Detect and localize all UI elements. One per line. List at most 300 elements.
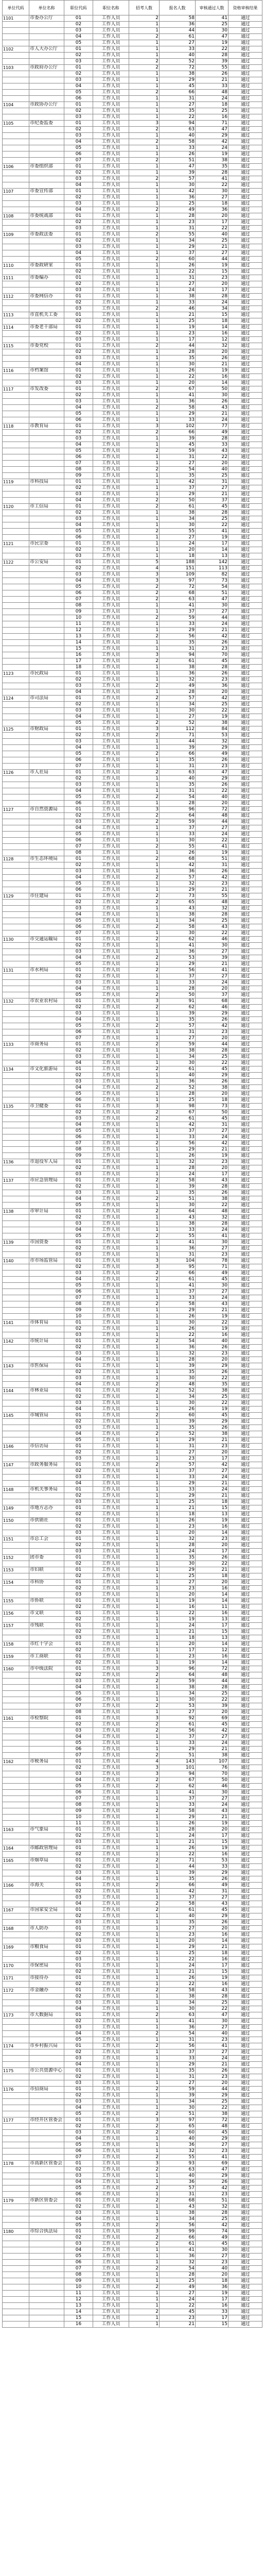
table-cell xyxy=(3,2210,29,2216)
table-cell: 01 xyxy=(64,1042,93,1048)
table-cell xyxy=(29,603,64,609)
table-cell: 1151 xyxy=(3,1536,29,1543)
table-cell: 19 xyxy=(160,1598,196,1604)
table-cell xyxy=(3,2247,29,2253)
table-cell: 35 xyxy=(160,1920,196,1926)
table-cell xyxy=(29,257,64,263)
table-cell xyxy=(29,201,64,207)
table-cell xyxy=(3,788,29,794)
table-cell: 市水利局 xyxy=(29,968,64,974)
table-cell: 通过 xyxy=(228,1648,262,1654)
table-cell: 工作人员 xyxy=(93,757,129,764)
table-cell: 工作人员 xyxy=(93,961,129,968)
table-cell: 33 xyxy=(160,145,196,151)
table-cell: 03 xyxy=(64,355,93,362)
table-cell: 2 xyxy=(129,1196,160,1202)
table-cell: 96 xyxy=(160,807,196,813)
table-cell: 29 xyxy=(196,133,228,139)
table-row xyxy=(3,1771,262,1777)
table-row xyxy=(3,2192,262,2198)
table-cell xyxy=(3,2062,29,2068)
table-row xyxy=(3,609,262,615)
table-cell: 1 xyxy=(129,665,160,671)
table-cell: 工作人员 xyxy=(93,1209,129,1215)
table-cell: 17 xyxy=(196,1549,228,1555)
table-cell: 通过 xyxy=(228,1709,262,1716)
table-cell xyxy=(3,1029,29,1036)
table-cell: 25 xyxy=(196,2099,228,2105)
table-cell xyxy=(29,665,64,671)
table-cell: 通过 xyxy=(228,1227,262,1233)
table-cell: 2 xyxy=(129,257,160,263)
table-cell: 通过 xyxy=(228,287,262,294)
table-cell: 通过 xyxy=(228,269,262,275)
table-row xyxy=(3,417,262,423)
table-cell xyxy=(29,621,64,628)
table-cell: 06 xyxy=(64,2192,93,2198)
table-cell: 1 xyxy=(129,226,160,232)
table-cell: 1 xyxy=(129,393,160,399)
table-cell: 62 xyxy=(160,1784,196,1790)
table-cell: 2 xyxy=(129,1023,160,1029)
table-cell xyxy=(29,1128,64,1134)
table-cell: 1145 xyxy=(3,1413,29,1419)
table-cell: 工作人员 xyxy=(93,621,129,628)
table-cell xyxy=(29,875,64,881)
table-cell: 工作人员 xyxy=(93,924,129,930)
table-cell: 05 xyxy=(64,1091,93,1097)
table-cell: 工作人员 xyxy=(93,114,129,121)
table-cell: 1 xyxy=(129,1815,160,1821)
table-cell xyxy=(29,547,64,553)
table-cell: 通过 xyxy=(228,1406,262,1413)
table-cell: 市人大办公厅 xyxy=(29,46,64,53)
table-cell: 通过 xyxy=(228,702,262,708)
table-cell xyxy=(29,2179,64,2185)
table-cell: 1 xyxy=(129,603,160,609)
table-cell xyxy=(29,1709,64,1716)
table-cell: 84 xyxy=(196,726,228,733)
table-cell: 20 xyxy=(196,349,228,355)
table-cell: 1 xyxy=(129,1512,160,1518)
table-cell xyxy=(29,2315,64,2321)
table-cell: 工作人员 xyxy=(93,1641,129,1648)
table-cell xyxy=(29,374,64,380)
table-row xyxy=(3,1505,262,1512)
table-cell xyxy=(3,454,29,461)
table-cell: 1 xyxy=(129,930,160,937)
table-cell: 15 xyxy=(196,2321,228,2328)
table-cell xyxy=(29,1295,64,1301)
table-cell: 03 xyxy=(64,337,93,343)
table-cell: 02 xyxy=(64,1951,93,1957)
table-cell: 02 xyxy=(64,900,93,906)
table-cell: 05 xyxy=(64,881,93,887)
table-cell: 57 xyxy=(160,696,196,702)
table-cell: 1 xyxy=(129,1406,160,1413)
table-cell: 工作人员 xyxy=(93,1815,129,1821)
table-row xyxy=(3,2173,262,2179)
table-cell: 41 xyxy=(196,2043,228,2049)
table-cell: 通过 xyxy=(228,1833,262,1839)
table-cell: 通过 xyxy=(228,1747,262,1753)
table-cell xyxy=(29,974,64,980)
table-cell: 02 xyxy=(64,281,93,287)
table-cell xyxy=(3,1660,29,1666)
table-cell: 37 xyxy=(160,1289,196,1295)
table-cell: 29 xyxy=(160,77,196,83)
table-cell: 29 xyxy=(196,1363,228,1369)
table-cell: 通过 xyxy=(228,442,262,448)
table-cell xyxy=(29,448,64,454)
table-cell: 2 xyxy=(129,1270,160,1277)
table-cell: 工作人员 xyxy=(93,1301,129,1308)
table-cell: 通过 xyxy=(228,343,262,349)
table-cell: 工作人员 xyxy=(93,1518,129,1524)
table-cell xyxy=(29,1697,64,1703)
table-cell: 工作人员 xyxy=(93,733,129,739)
table-cell: 04 xyxy=(64,825,93,832)
table-cell: 1 xyxy=(129,1994,160,2000)
table-cell xyxy=(3,2185,29,2192)
table-cell: 03 xyxy=(64,553,93,560)
table-cell: 27 xyxy=(160,40,196,46)
table-cell xyxy=(3,2037,29,2043)
table-cell: 14 xyxy=(196,1592,228,1598)
table-cell: 1119 xyxy=(3,479,29,485)
table-cell: 1142 xyxy=(3,1338,29,1345)
table-cell xyxy=(29,1314,64,1320)
table-cell: 3 xyxy=(129,1104,160,1110)
table-cell: 市委网信办 xyxy=(29,294,64,300)
table-row xyxy=(3,1227,262,1233)
table-cell: 2 xyxy=(129,900,160,906)
table-cell: 2 xyxy=(129,2223,160,2229)
table-cell: 通过 xyxy=(228,640,262,646)
table-cell xyxy=(29,1790,64,1796)
table-cell: 1 xyxy=(129,1456,160,1462)
table-cell: 26 xyxy=(160,1326,196,1332)
table-cell xyxy=(3,2124,29,2130)
table-cell xyxy=(29,1369,64,1376)
table-cell: 01 xyxy=(64,325,93,331)
table-cell xyxy=(29,1512,64,1518)
table-cell: 工作人员 xyxy=(93,430,129,436)
table-cell: 01 xyxy=(64,1104,93,1110)
table-cell: 通过 xyxy=(228,801,262,807)
table-cell: 30 xyxy=(160,522,196,529)
table-cell: 工作人员 xyxy=(93,1369,129,1376)
table-row xyxy=(3,1487,262,1493)
table-cell xyxy=(29,1252,64,1258)
table-cell: 03 xyxy=(64,176,93,182)
table-cell: 1112 xyxy=(3,294,29,300)
table-cell xyxy=(29,1808,64,1815)
table-cell: 2 xyxy=(129,1141,160,1147)
table-cell: 工作人员 xyxy=(93,1283,129,1289)
table-cell: 27 xyxy=(160,1036,196,1042)
table-cell: 工作人员 xyxy=(93,504,129,510)
table-cell: 26 xyxy=(196,1190,228,1196)
table-cell xyxy=(3,522,29,529)
table-cell xyxy=(3,1283,29,1289)
table-cell: 32 xyxy=(196,906,228,912)
table-cell: 工作人员 xyxy=(93,1530,129,1536)
table-cell: 工作人员 xyxy=(93,1679,129,1685)
table-cell: 1 xyxy=(129,1827,160,1833)
table-cell: 通过 xyxy=(228,1895,262,1901)
table-cell: 2 xyxy=(129,751,160,757)
table-cell: 23 xyxy=(196,2260,228,2266)
table-cell: 02 xyxy=(64,393,93,399)
table-cell: 05 xyxy=(64,1202,93,1209)
table-cell: 工作人员 xyxy=(93,584,129,590)
table-cell: 02 xyxy=(64,1468,93,1475)
table-cell: 通过 xyxy=(228,1017,262,1023)
table-row xyxy=(3,2266,262,2272)
table-cell: 3 xyxy=(129,1716,160,1722)
table-cell: 38 xyxy=(160,294,196,300)
table-cell: 02 xyxy=(64,2074,93,2080)
table-cell: 工作人员 xyxy=(93,1944,129,1951)
table-cell: 30 xyxy=(160,182,196,189)
table-cell: 01 xyxy=(64,807,93,813)
table-cell xyxy=(3,1264,29,1270)
table-cell xyxy=(29,2247,64,2253)
table-cell: 工作人员 xyxy=(93,71,129,77)
table-cell: 31 xyxy=(160,1252,196,1258)
table-cell: 通过 xyxy=(228,1845,262,1852)
table-row xyxy=(3,1258,262,1264)
table-cell: 26 xyxy=(160,1975,196,1981)
table-cell: 工作人员 xyxy=(93,46,129,53)
table-cell: 40 xyxy=(160,1073,196,1079)
table-cell xyxy=(3,733,29,739)
table-cell: 30 xyxy=(160,1697,196,1703)
table-cell: 28 xyxy=(196,294,228,300)
table-cell: 通过 xyxy=(228,912,262,918)
table-cell: 05 xyxy=(64,145,93,151)
table-cell: 14 xyxy=(196,380,228,386)
table-cell: 通过 xyxy=(228,1110,262,1116)
table-row xyxy=(3,1691,262,1697)
table-cell xyxy=(3,1184,29,1190)
table-cell: 01 xyxy=(64,937,93,943)
table-cell: 17 xyxy=(196,541,228,547)
table-cell: 01 xyxy=(64,164,93,170)
table-cell: 61 xyxy=(160,1907,196,1913)
table-cell: 20 xyxy=(196,1580,228,1586)
table-cell: 25 xyxy=(160,318,196,325)
table-row xyxy=(3,71,262,77)
table-cell xyxy=(3,1425,29,1431)
table-row xyxy=(3,887,262,893)
table-cell: 1 xyxy=(129,1487,160,1493)
table-cell: 37 xyxy=(160,1468,196,1475)
table-cell: 02 xyxy=(64,1048,93,1054)
table-cell xyxy=(29,745,64,751)
table-cell xyxy=(3,1512,29,1518)
table-row xyxy=(3,2062,262,2068)
table-cell: 1148 xyxy=(3,1487,29,1493)
table-cell: 通过 xyxy=(228,250,262,257)
table-cell: 04 xyxy=(64,498,93,504)
table-cell: 2 xyxy=(129,1005,160,1011)
table-cell: 29 xyxy=(196,1011,228,1017)
table-cell: 3 xyxy=(129,807,160,813)
table-cell: 通过 xyxy=(228,65,262,71)
table-cell: 57 xyxy=(160,176,196,182)
table-cell: 工作人员 xyxy=(93,393,129,399)
table-cell: 通过 xyxy=(228,28,262,34)
table-row xyxy=(3,726,262,733)
table-cell xyxy=(3,1091,29,1097)
table-row xyxy=(3,2025,262,2031)
table-cell: 1 xyxy=(129,1221,160,1227)
table-cell: 14 xyxy=(196,1641,228,1648)
table-cell: 工作人员 xyxy=(93,1437,129,1444)
table-cell: 2 xyxy=(129,1988,160,1994)
table-cell: 17 xyxy=(196,1172,228,1178)
table-cell: 1 xyxy=(129,1357,160,1363)
table-cell: 47 xyxy=(196,2012,228,2019)
table-row xyxy=(3,1159,262,1165)
table-cell: 1 xyxy=(129,1073,160,1079)
table-cell: 41 xyxy=(160,1790,196,1796)
table-cell: 1 xyxy=(129,739,160,745)
table-cell: 20 xyxy=(160,1592,196,1598)
table-cell: 1 xyxy=(129,96,160,102)
table-cell: 工作人员 xyxy=(93,1617,129,1623)
table-cell: 通过 xyxy=(228,1530,262,1536)
table-cell: 02 xyxy=(64,2167,93,2173)
table-cell: 2 xyxy=(129,584,160,590)
table-cell: 04 xyxy=(64,1196,93,1202)
table-cell: 16 xyxy=(196,1524,228,1530)
table-row xyxy=(3,287,262,294)
table-row xyxy=(3,1901,262,1907)
table-cell: 1 xyxy=(129,164,160,170)
table-cell xyxy=(29,584,64,590)
table-cell: 03 xyxy=(64,114,93,121)
table-cell: 通过 xyxy=(228,1611,262,1617)
table-cell: 工作人员 xyxy=(93,287,129,294)
table-cell: 53 xyxy=(160,1703,196,1709)
table-cell: 04 xyxy=(64,522,93,529)
table-cell: 30 xyxy=(160,2105,196,2111)
table-row xyxy=(3,53,262,59)
table-cell: 1180 xyxy=(3,2229,29,2235)
table-cell: 市人防办 xyxy=(29,1926,64,1932)
table-cell xyxy=(29,1308,64,1314)
table-cell: 1 xyxy=(129,862,160,869)
table-cell: 22 xyxy=(196,788,228,794)
table-cell xyxy=(29,1190,64,1196)
table-cell xyxy=(29,1629,64,1635)
table-cell: 1 xyxy=(129,1184,160,1190)
table-cell xyxy=(29,597,64,603)
table-cell: 28 xyxy=(196,2210,228,2216)
table-cell: 26 xyxy=(196,757,228,764)
table-row xyxy=(3,1029,262,1036)
table-cell xyxy=(29,2031,64,2037)
table-cell: 44 xyxy=(160,343,196,349)
table-cell: 通过 xyxy=(228,1295,262,1301)
table-cell xyxy=(29,1573,64,1580)
table-cell xyxy=(3,1357,29,1363)
table-cell: 61 xyxy=(160,504,196,510)
table-cell: 工作人员 xyxy=(93,2080,129,2087)
table-cell: 通过 xyxy=(228,510,262,516)
table-cell: 工作人员 xyxy=(93,788,129,794)
table-cell: 04 xyxy=(64,1122,93,1128)
table-cell: 40 xyxy=(196,467,228,473)
table-cell: 通过 xyxy=(228,1808,262,1815)
table-cell: 通过 xyxy=(228,646,262,652)
table-cell: 27 xyxy=(196,2025,228,2031)
table-cell: 21 xyxy=(160,312,196,318)
table-cell: 通过 xyxy=(228,2093,262,2099)
table-cell: 1 xyxy=(129,269,160,275)
table-cell xyxy=(3,461,29,467)
table-cell: 1155 xyxy=(3,1598,29,1604)
table-cell: 通过 xyxy=(228,949,262,955)
table-cell: 工作人员 xyxy=(93,702,129,708)
table-cell xyxy=(29,405,64,411)
table-cell: 1164 xyxy=(3,1845,29,1852)
table-cell xyxy=(3,2235,29,2241)
table-cell: 24 xyxy=(196,1487,228,1493)
table-row xyxy=(3,46,262,53)
table-cell: 工作人员 xyxy=(93,2272,129,2278)
table-cell: 1 xyxy=(129,510,160,516)
table-cell: 通过 xyxy=(228,306,262,312)
table-row xyxy=(3,2117,262,2124)
table-cell: 02 xyxy=(64,2235,93,2241)
table-row xyxy=(3,244,262,250)
table-cell: 通过 xyxy=(228,560,262,566)
table-cell xyxy=(29,2297,64,2303)
table-cell: 工作人员 xyxy=(93,547,129,553)
table-cell: 工作人员 xyxy=(93,875,129,881)
table-cell: 通过 xyxy=(228,584,262,590)
table-cell xyxy=(3,677,29,683)
table-cell: 04 xyxy=(64,689,93,696)
table-cell: 59 xyxy=(160,1042,196,1048)
table-cell: 通过 xyxy=(228,2019,262,2025)
table-row xyxy=(3,560,262,566)
table-cell: 工作人员 xyxy=(93,1011,129,1017)
table-cell: 通过 xyxy=(228,1926,262,1932)
table-cell: 04 xyxy=(64,1085,93,1091)
table-cell: 34 xyxy=(160,1394,196,1400)
table-cell: 15 xyxy=(196,1839,228,1845)
table-cell: 通过 xyxy=(228,1598,262,1604)
table-cell: 3 xyxy=(129,1264,160,1270)
table-cell xyxy=(29,2272,64,2278)
table-row xyxy=(3,1753,262,1759)
table-cell xyxy=(29,1165,64,1172)
table-cell xyxy=(3,683,29,689)
table-cell: 工作人员 xyxy=(93,1611,129,1617)
table-cell: 01 xyxy=(64,1240,93,1246)
table-cell: 39 xyxy=(160,170,196,176)
table-cell: 36 xyxy=(160,1345,196,1351)
table-cell xyxy=(29,2105,64,2111)
table-row xyxy=(3,584,262,590)
table-cell xyxy=(29,986,64,992)
table-cell: 工作人员 xyxy=(93,2136,129,2142)
